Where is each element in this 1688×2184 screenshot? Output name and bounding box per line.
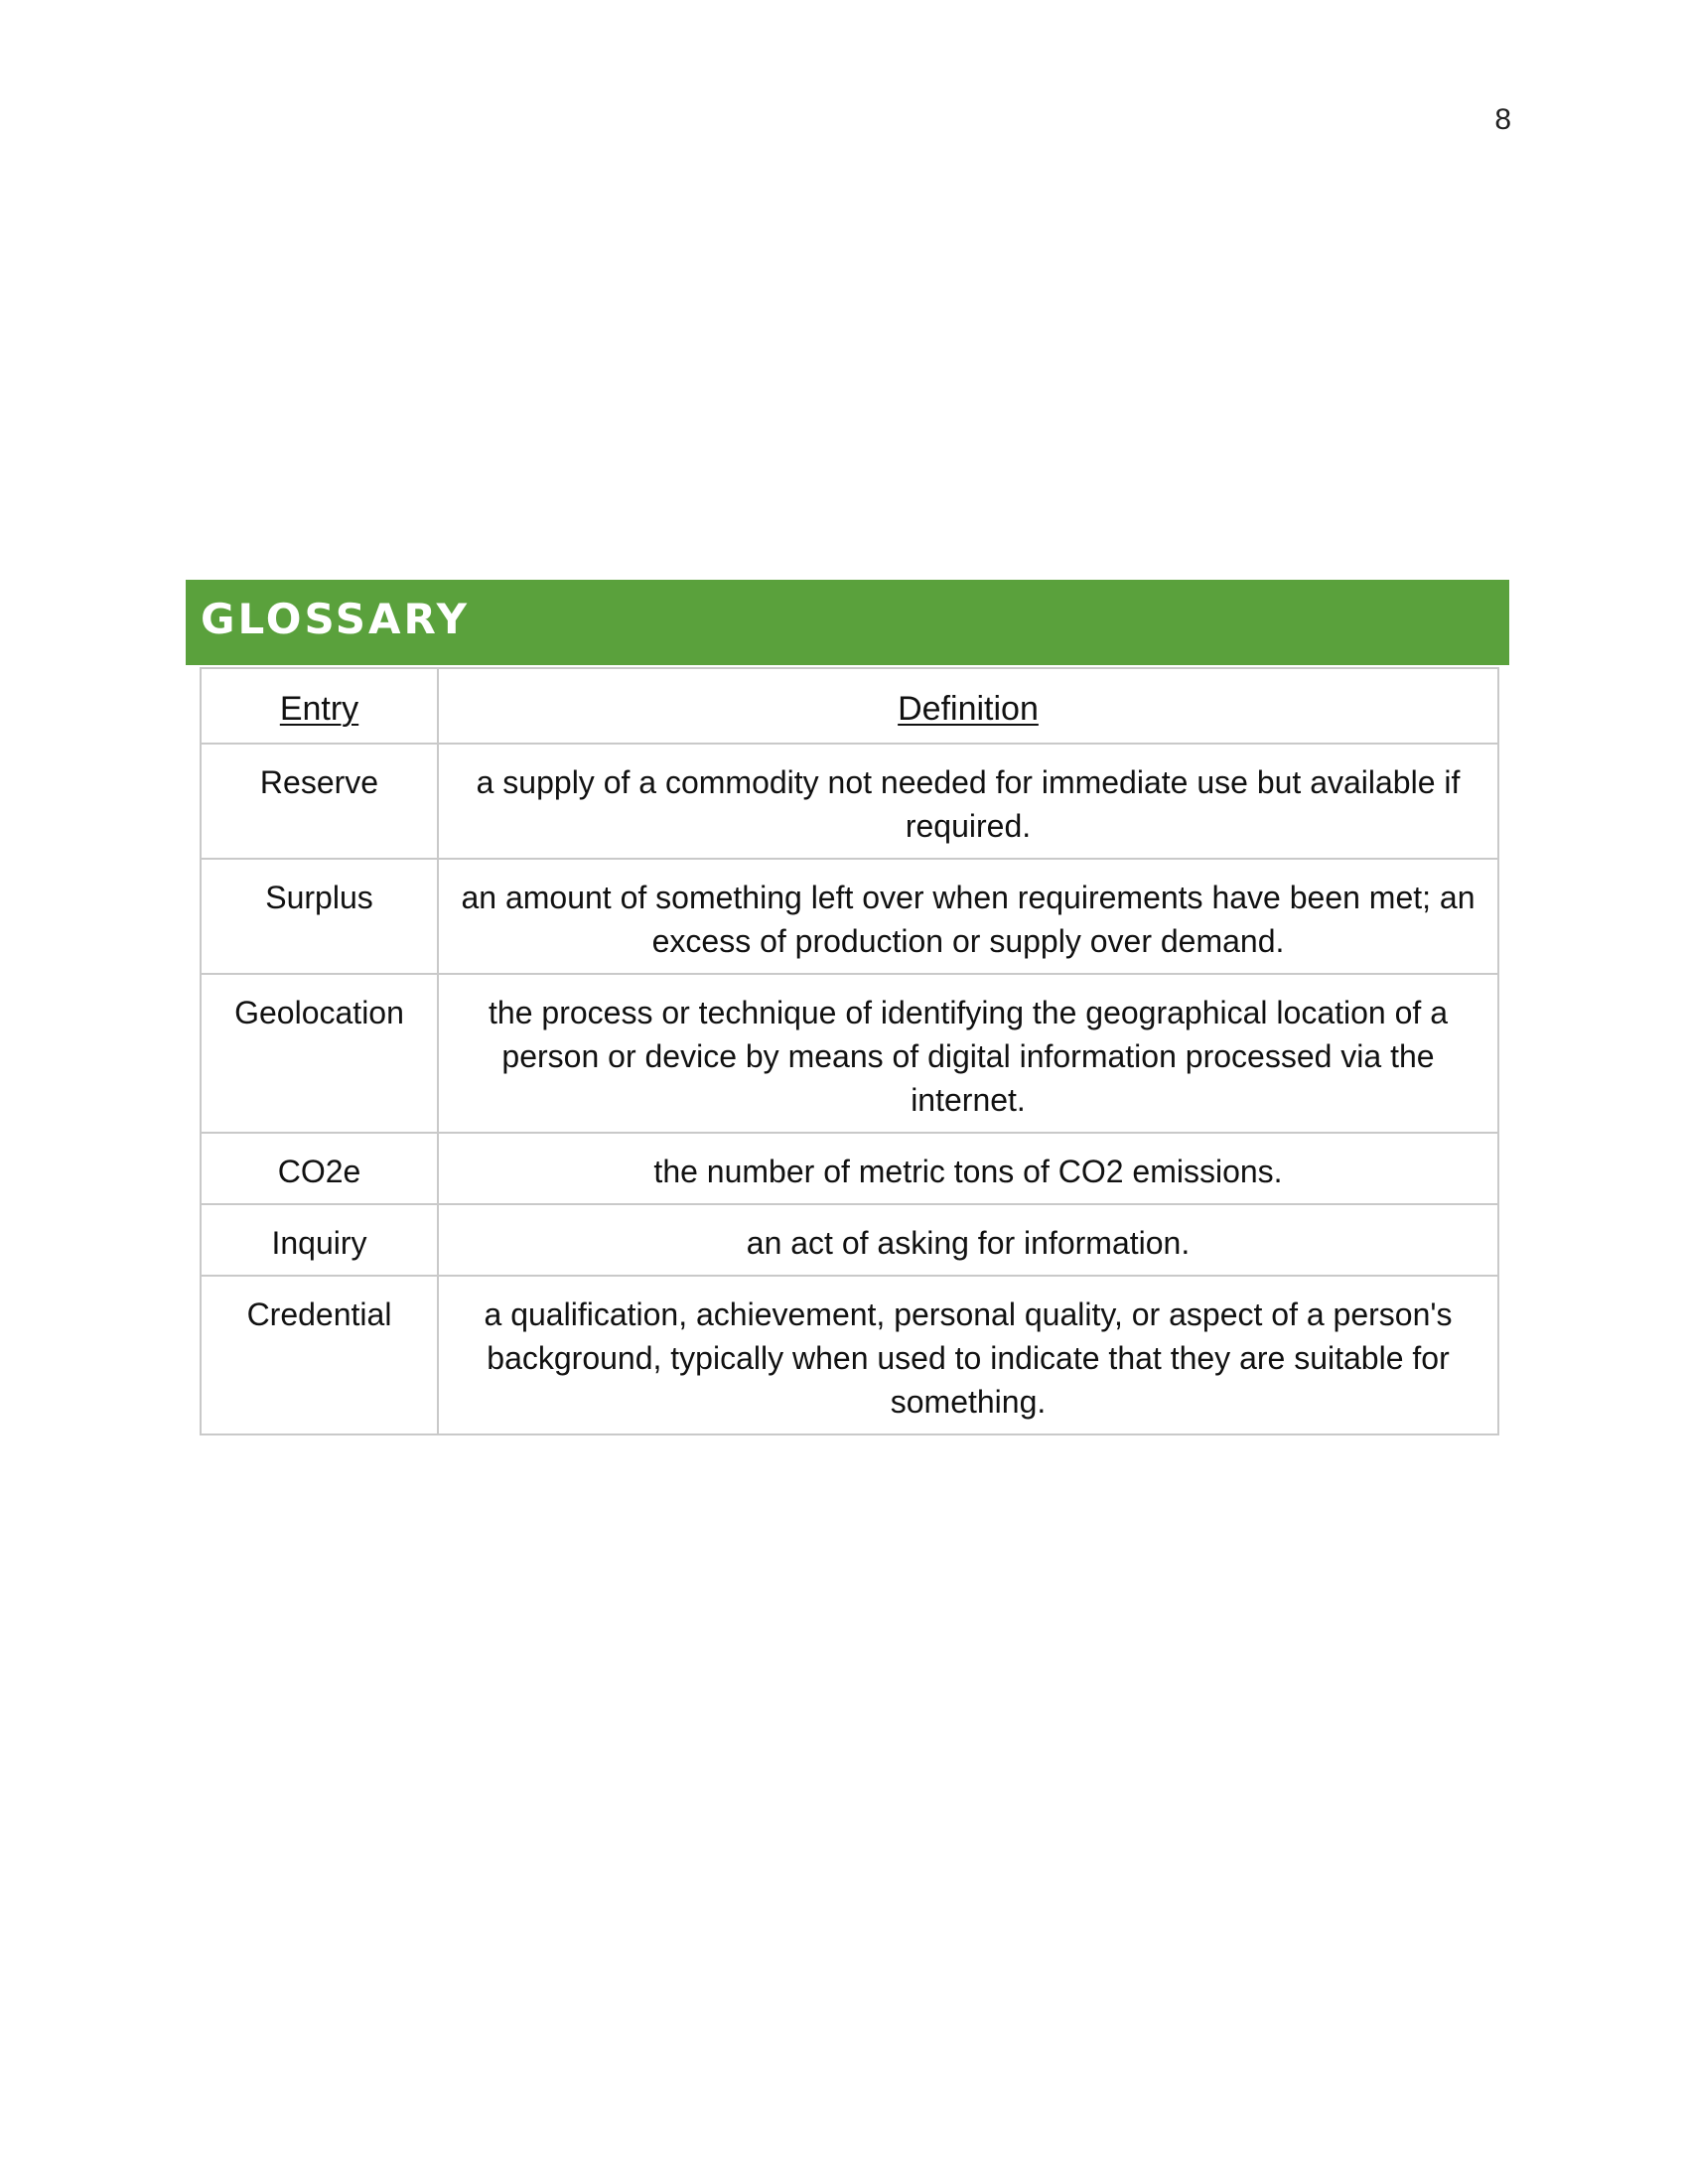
table-row <box>201 1133 1498 1204</box>
definition-cell: a supply of a commodity not needed for immediate use but available if required. <box>438 744 1498 859</box>
glossary-banner <box>186 580 1509 665</box>
definition-header-label: Definition <box>898 690 1039 728</box>
entry-header-label: Entry <box>279 690 359 728</box>
definition-cell: an amount of something left over when requirements have been met; an excess of production or supply over demand. <box>438 859 1498 974</box>
entry-cell: CO2e <box>201 1133 438 1204</box>
definition-cell: the number of metric tons of CO2 emissions. <box>438 1133 1498 1204</box>
entry-cell: Credential <box>201 1276 438 1434</box>
entry-cell: Surplus <box>201 859 438 974</box>
entry-cell: Reserve <box>201 744 438 859</box>
table-row <box>201 859 1498 974</box>
table-row <box>201 1276 1498 1434</box>
table-row <box>201 744 1498 859</box>
entry-column-header <box>201 668 438 744</box>
glossary-table <box>200 667 1499 1435</box>
entry-cell: Geolocation <box>201 974 438 1133</box>
table-row <box>201 1204 1498 1276</box>
table-header-row <box>201 668 1498 744</box>
page-number: 8 <box>1494 103 1511 136</box>
definition-cell: a qualification, achievement, personal quality, or aspect of a person's background, typically when used to indicate that they are suitable for something. <box>438 1276 1498 1434</box>
definition-cell: the process or technique of identifying the geographical location of a person or device by means of digital information processed via the internet. <box>438 974 1498 1133</box>
entry-cell: Inquiry <box>201 1204 438 1276</box>
definition-cell: an act of asking for information. <box>438 1204 1498 1276</box>
glossary-title: GLOSSARY <box>201 595 471 643</box>
definition-column-header <box>438 668 1498 744</box>
table-row <box>201 974 1498 1133</box>
